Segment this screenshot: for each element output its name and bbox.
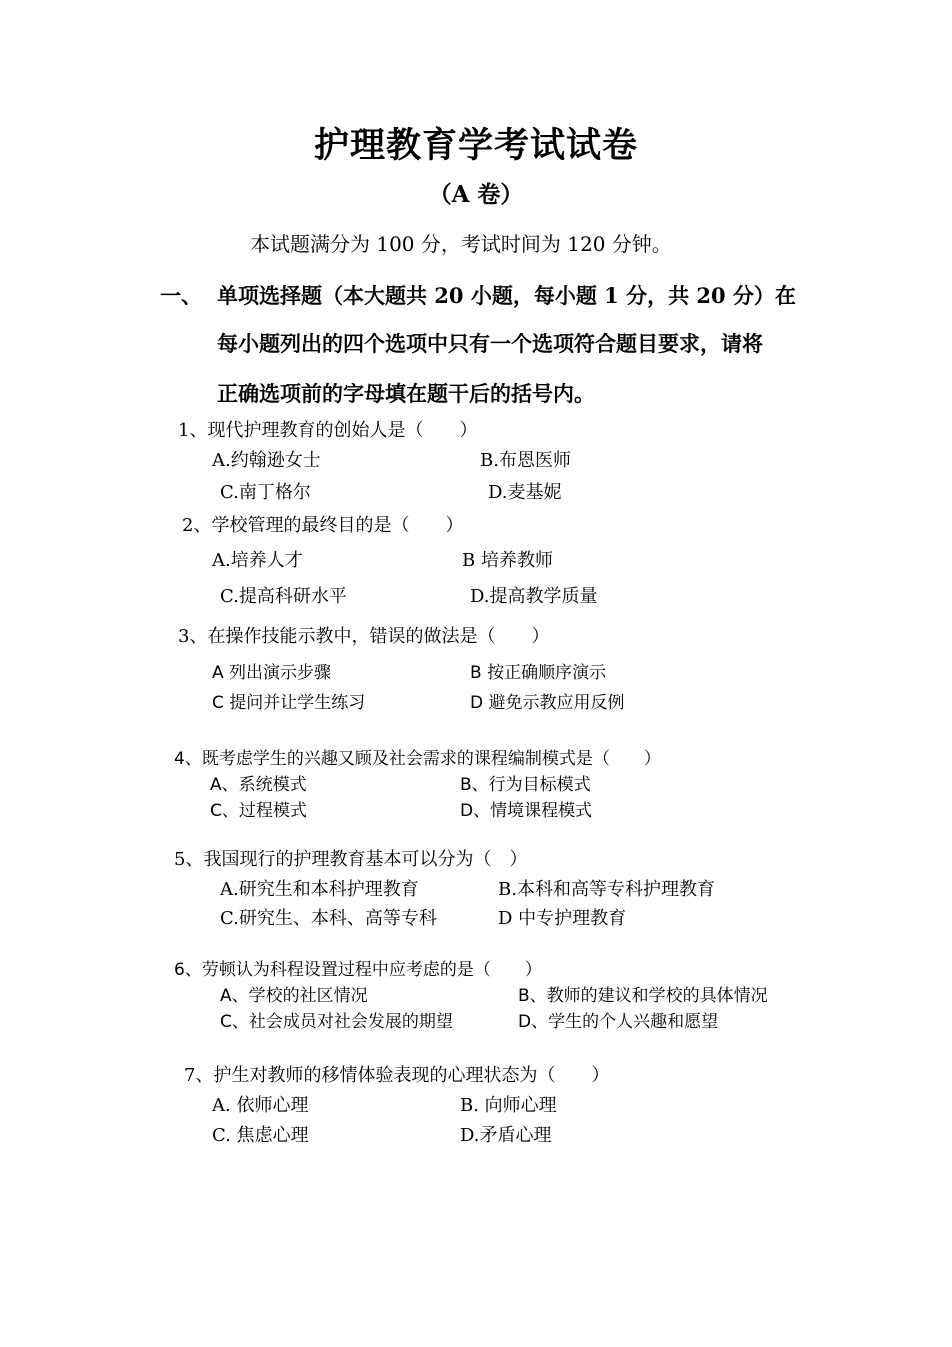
question-2-stem: 2、学校管理的最终目的是（ ） bbox=[182, 515, 464, 536]
question-1-option-c: C.南丁格尔 bbox=[220, 482, 311, 503]
question-3-option-c: C 提问并让学生练习 bbox=[212, 693, 366, 713]
question-2-option-a: A.培养人才 bbox=[212, 550, 303, 571]
question-6-option-b: B、教师的建议和学校的具体情况 bbox=[518, 986, 768, 1006]
question-1-option-b: B.布恩医师 bbox=[480, 450, 571, 471]
question-5-option-b: B.本科和高等专科护理教育 bbox=[498, 879, 715, 900]
question-1-stem: 1、现代护理教育的创始人是（ ） bbox=[178, 420, 478, 441]
question-7-option-b: B. 向师心理 bbox=[460, 1095, 557, 1116]
question-7-stem: 7、护生对教师的移情体验表现的心理状态为（ ） bbox=[184, 1065, 610, 1086]
exam-subtitle: （A 卷） bbox=[428, 181, 524, 208]
question-4-option-c: C、过程模式 bbox=[210, 801, 307, 821]
question-6-stem: 6、劳顿认为科程设置过程中应考虑的是（ ） bbox=[174, 960, 542, 980]
section-number: 一、 bbox=[160, 283, 202, 308]
question-5-option-c: C.研究生、本科、高等专科 bbox=[220, 908, 437, 929]
exam-intro: 本试题满分为 100 分，考试时间为 120 分钟。 bbox=[250, 232, 672, 256]
question-2-option-b: B 培养教师 bbox=[462, 550, 553, 571]
question-1-option-d: D.麦基妮 bbox=[488, 482, 562, 503]
section-instruction-line-3: 正确选项前的字母填在题干后的括号内。 bbox=[217, 381, 595, 406]
question-3-option-d: D 避免示教应用反例 bbox=[470, 693, 625, 713]
question-1-option-a: A.约翰逊女士 bbox=[212, 450, 321, 471]
question-6-option-c: C、社会成员对社会发展的期望 bbox=[220, 1012, 453, 1032]
question-7-option-d: D.矛盾心理 bbox=[460, 1125, 552, 1146]
question-5-option-d: D 中专护理教育 bbox=[498, 908, 627, 929]
question-3-option-a: A 列出演示步骤 bbox=[212, 663, 332, 683]
section-instruction-line-1: 单项选择题（本大题共 20 小题，每小题 1 分，共 20 分）在 bbox=[217, 283, 796, 308]
question-4-stem: 4、既考虑学生的兴趣又顾及社会需求的课程编制模式是（ ） bbox=[174, 749, 661, 769]
question-6-option-a: A、学校的社区情况 bbox=[220, 986, 368, 1006]
question-4-option-d: D、情境课程模式 bbox=[460, 801, 593, 821]
question-3-option-b: B 按正确顺序演示 bbox=[470, 663, 607, 683]
question-7-option-c: C. 焦虑心理 bbox=[212, 1125, 309, 1146]
exam-title: 护理教育学考试试卷 bbox=[313, 125, 638, 166]
question-5-option-a: A.研究生和本科护理教育 bbox=[220, 879, 419, 900]
question-5-stem: 5、我国现行的护理教育基本可以分为（ ） bbox=[174, 849, 528, 870]
question-2-option-d: D.提高教学质量 bbox=[470, 586, 598, 607]
question-4-option-b: B、行为目标模式 bbox=[460, 775, 591, 795]
question-7-option-a: A. 依师心理 bbox=[212, 1095, 309, 1116]
question-3-stem: 3、在操作技能示教中，错误的做法是（ ） bbox=[178, 626, 550, 647]
question-2-option-c: C.提高科研水平 bbox=[220, 586, 347, 607]
question-4-option-a: A、系统模式 bbox=[210, 775, 307, 795]
question-6-option-d: D、学生的个人兴趣和愿望 bbox=[518, 1012, 719, 1032]
section-instruction-line-2: 每小题列出的四个选项中只有一个选项符合题目要求，请将 bbox=[217, 331, 763, 356]
